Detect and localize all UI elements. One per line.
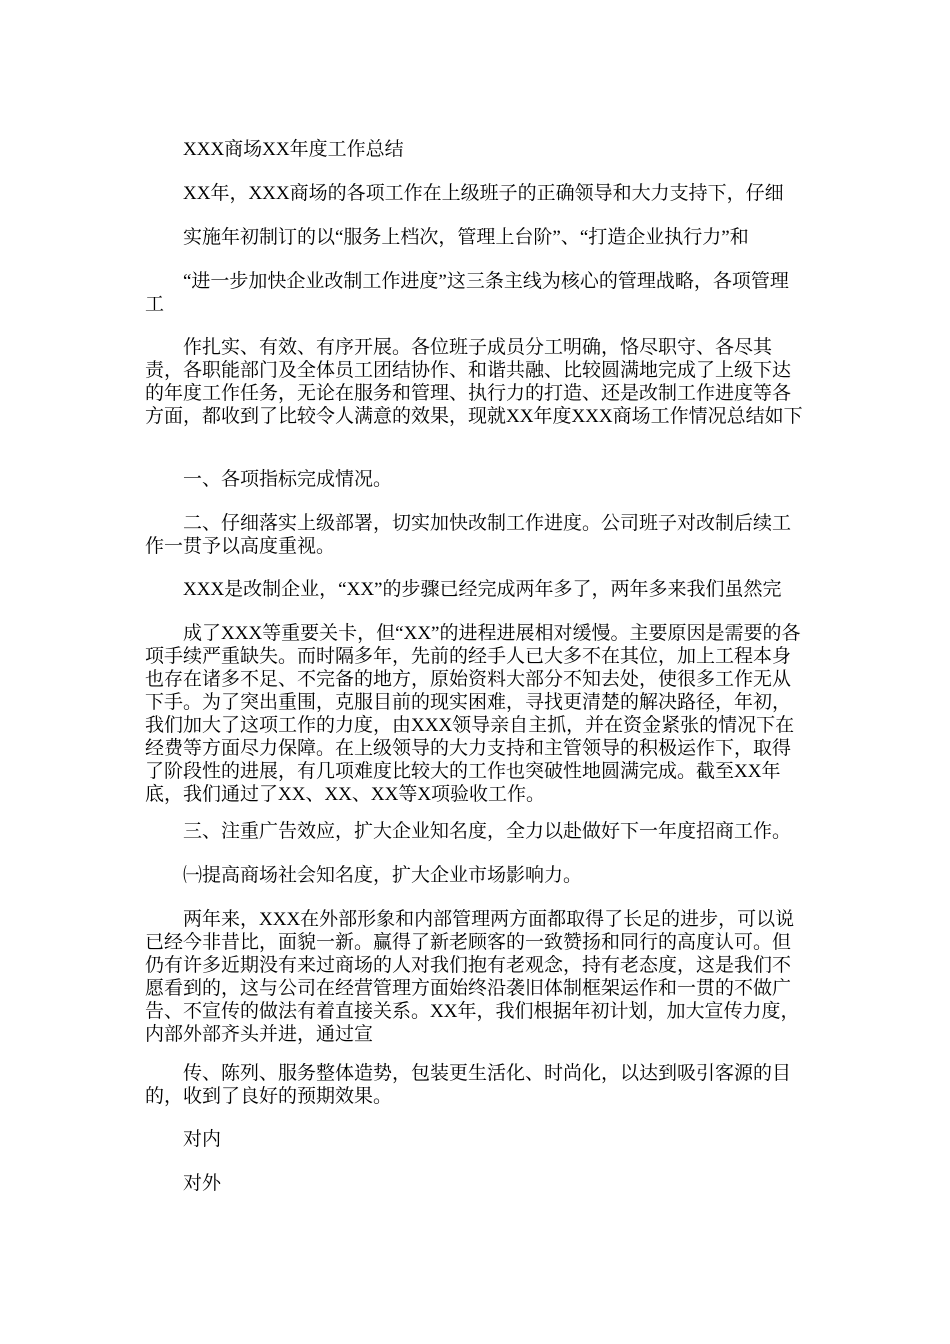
paragraph-3: “进一步加快企业改制工作进度”这三条主线为核心的管理战略，各项管理工 [145,271,789,315]
section-heading-3: 三、注重广告效应，扩大企业知名度，全力以赴做好下一年度招商工作。 [183,821,792,842]
paragraph-1: XX年，XXX商场的各项工作在上级班子的正确领导和大力支持下，仔细 [183,183,784,204]
paragraph-7: 两年来，XXX在外部形象和内部管理两方面都取得了长足的进步，可以说已经今非昔比，面貌一新。赢得了新老顾客的一致赞扬和同行的高度认可。但仍有许多近期没有来过商场的人对我们抱有老观念，持有老态度，这是我们不愿看到的，这与公司在经营管理方面始终沿袭旧体制框架运作和一贯的不做广告、不宣传的做法有着直接关系。XX年，我们根据年初计划，加大宣传力度，内部外部齐头并进，通过宣 [145,909,800,1045]
section-heading-1: 一、各项指标完成情况。 [183,469,393,490]
paragraph-6: 成了XXX等重要关卡，但“XX”的进程进展相对缓慢。主要原因是需要的各项手续严重缺失。而时隔多年，先前的经手人已大多不在其位，加上工程本身也存在诸多不足、不完备的地方，原始资料大部分不知去处，使很多工作无从下手。为了突出重围，克服目前的现实困难，寻找更清楚的解决路径，年初，我们加大了这项工作的力度，由XXX领导亲自主抓，并在资金紧张的情况下在经费等方面尽力保障。在上级领导的大力支持和主管领导的积极运作下，取得了阶段性的进展，有几项难度比较大的工作也突破性地圆满完成。截至XX年底，我们通过了XX、XX、XX等X项验收工作。 [145,623,801,805]
paragraph-8: 传、陈列、服务整体造势，包装更生活化、时尚化，以达到吸引客源的目的，收到了良好的预期效果。 [145,1063,792,1107]
paragraph-4: 作扎实、有效、有序开展。各位班子成员分工明确，恪尽职守、各尽其责，各职能部门及全体员工团结协作、和谐共融、比较圆满地完成了上级下达的年度工作任务，无论在服务和管理、执行力的打造、还是改制工作进度等各方面，都收到了比较令人满意的效果，现就XX年度XXX商场工作情况总结如下 [145,337,803,427]
paragraph-2: 实施年初制订的以“服务上档次，管理上台阶”、“打造企业执行力”和 [183,227,749,248]
document-title: XXX商场XX年度工作总结 [183,139,404,160]
subsection-heading-1: ㈠提高商场社会知名度，扩大企业市场影响力。 [183,865,583,886]
section-heading-2: 二、仔细落实上级部署，切实加快改制工作进度。公司班子对改制后续工作一贯予以高度重视。 [145,513,792,557]
paragraph-5: XXX是改制企业，“XX”的步骤已经完成两年多了，两年多来我们虽然完 [183,579,782,600]
item-internal: 对内 [183,1129,222,1150]
item-external: 对外 [183,1173,222,1194]
